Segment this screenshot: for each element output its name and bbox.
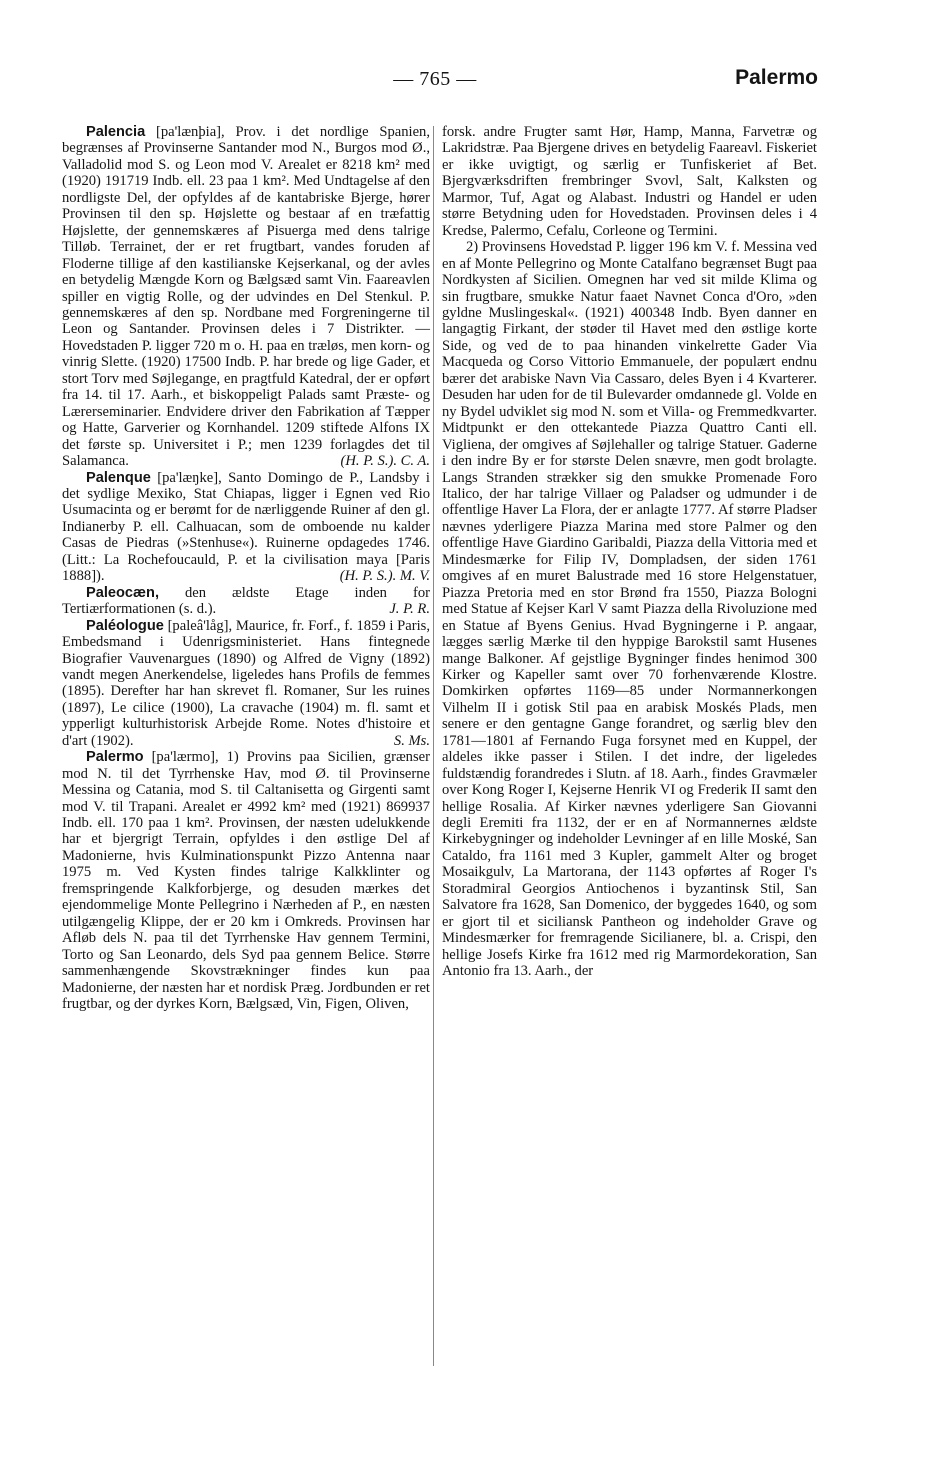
right-column <box>442 124 817 980</box>
entry-palermo <box>62 749 430 1012</box>
signature-palenque: (H. P. S.). M. V. <box>339 568 430 585</box>
entry-paleologue <box>62 618 430 750</box>
entry-paleocaen <box>62 585 430 618</box>
running-head: Palermo <box>735 66 818 89</box>
headword-palenque: Palenque <box>86 469 151 486</box>
entry-text-paleocaen: den ældste Etage inden for Tertiærformationen (s. d.). <box>62 584 430 618</box>
entry-text-palenque: [pa'læŋke], Santo Domingo de P., Landsby i det sydlige Mexiko, Stat Chiapas, ligger i Egnen ved Rio Usumacinta og er berømt for de nærliggende Ruiner af den gl. Indianerby P. ell. Calhuacan, som de omboende nu kalder Casas de Piedras (»Stenhuse«). Ruinerne opdagedes 1746. (Litt.: La Rochefoucauld, P. et la civilisation maya [Paris 1888]). <box>62 469 430 585</box>
page-number: — 765 — <box>393 68 477 90</box>
entry-text-paleologue: [paleâ'låg], Maurice, fr. Forf., f. 1859 i Paris, Embedsmand i Udenrigsministeriet. Hans fintegnede Biografier Vauvenargues (1890) og Alfred de Vigny (1892) vandt megen Anerkendelse, ligeledes hans Profils de femmes (1895). Derefter har han skrevet fl. Romaner, Sur les ruines (1897), Le cilice (1900), La cravache (1904) m. fl. samt et ypperligt kulturhistorisk Arbejde Rome. Notes d'histoire et d'art (1902). <box>62 617 430 749</box>
entry-text-palermo-part1: [pa'lærmo], 1) Provins paa Sicilien, grænser mod N. til det Tyrrhenske Hav, mod Ø. til Provinserne Messina og Catania, mod S. til Caltanisetta og Girgenti samt mod V. til Trapani. Arealet er 4992 km² med (1921) 869937 Indb. ell. 170 paa 1 km². Provinsen, der næsten udelukkende har et bjergrigt Terrain, opfyldes i den østlige Del af Madonierne, hvis Kulminationspunkt Pizzo Antenna naar 1975 m. Ved Kysten findes talrige Kalkklinter og fremspringende Kalkforbjerge, og desuden mærkes det ejendommelige Monte Pellegrino i Nærheden af P., en næsten utilgængelig Klippe, der er 20 km i Omkreds. Provinsen har Afløb dels N. paa til det Tyrrhenske Hav gennem Termini, Torto og San Leonardo, dels Syd paa gennem Belice. Større sammenhængende Skovstrækninger findes kun paa Madonierne, der næsten har et nordisk Præg. Jordbunden er ret frugtbar, og der dyrkes Korn, Bælgsæd, Vin, Figen, Oliven, <box>62 749 430 1013</box>
signature-paleologue: S. Ms. <box>393 732 430 749</box>
signature-palencia: (H. P. S.). C. A. <box>340 453 430 470</box>
entry-palermo-continued: forsk. andre Frugter samt Hør, Hamp, Manna, Farvetræ og Lakridstræ. Paa Bjergene drives en betydelig Faareavl. Fiskeriet er ikke uvigtigt, og særlig er Tunfiskeriet af Bet. Bjergværksdriften frembringer Svovl, Salt, Kalksten og Marmor, Tuf, Agat og Alabast. Industri og Handel er uden større Betydning uden for Hovedstaden. Provinsen deles i 4 Kredse, Palermo, Cefalu, Corleone og Termini. <box>442 124 817 239</box>
entry-palermo-part2: 2) Provinsens Hovedstad P. ligger 196 km V. f. Messina ved en af Monte Pellegrino og Monte Catalfano begrænset Bugt paa Nordkysten af Sicilien. Omegnen har ved sit milde Klima og sin frugtbare, smukke Natur faaet Navnet Conca d'Oro, »den gyldne Muslingeskal«. (1921) 400348 Indb. Byen danner en langagtig Firkant, der støder til Havet med den østlige korte Side, og ved de to paa hinanden vinkelrette Gader Via Macqueda og Corso Vittorio Emmanuele, der populært endnu bærer det arabiske Navn Via Cassaro, deles Byen i 4 Kvarterer. Desuden har uden for de til Bulevarder omdannede gl. Volde en ny Bydel udviklet sig mod N. som et Villa- og Fremmedkvarter. Midtpunkt er den ottekantede Piazza Quattro Canti ell. Vigliena, der omgives af Søjlehaller og talrige Statuer. Gaderne i den indre By er for største Delen snævre, men godt brolagte. Langs Stranden strækker sig den smukke Promenade Foro Italico, der har talrige Villaer og Paladser og udmunder i de offentlige Haver La Flora, der er anlagte 1777. Af større Pladser nævnes yderligere Piazza Marina med store Palmer og den offentlige Have Giardino Garibaldi, Piazza della Vittoria med et Mindesmærke for Filip IV, Dompladsen, der siden 1761 omgives af en muret Balustrade med 16 store Helgenstatuer, Piazza Pretoria med en stor Brønd fra 1550, Piazza Bologni med Statue af Kejser Karl V samt Piazza della Rivoluzione med en Statue af Byens Genius. Hvad Bygningerne i P. angaar, lægges særlig Mærke til den hyppige Barokstil samt Husenes mange Balkoner. Af gejstlige Bygninger findes henimod 300 Kirker og Kapeller samt over 70 forhenværende Klostre. Domkirken opførtes 1169—85 under Normannerkongen Vilhelm II i gotisk Stil paa en arabisk Moskés Plads, men senere er den gentagne Gange forandret, og særlig blev den 1781—1801 af Fernando Fuga forsynet med en Kuppel, der aldeles ikke passer i Stilen. I det indre, der ligeledes fuldstændig forandredes i Slutn. af 18. Aarh., findes Gravmæler over Kong Roger I, Kejserne Henrik VI og Frederik II samt den hellige Rosalia. Af Kirker nævnes yderligere San Giovanni degli Eremiti fra 1132, der er en af Normannernes ældste Kirkebygninger og indeholder Levninger af en lille Moské, San Cataldo, fra 1161 med 3 Kupler, gammelt Alter og broget Mosaikgulv, La Martorana, der 1143 opførtes af Roger I's Storadmiral Georgios Antiochenos i byzantinsk Stil, San Salvatore fra 1628, San Domenico, der byggedes 1640, og som er gjort til et siciliansk Pantheon og indeholder Grave og Mindesmærker for fremragende Sicilianere, bl. a. Crispi, den hellige Josefs Kirke fra 1612 med rig Marmordekoration, San Antonio fra 13. Aarh., der <box>442 239 817 980</box>
headword-paleocaen: Paleocæn, <box>86 584 159 601</box>
entry-text-palencia: [pa'lænþia], Prov. i det nordlige Spanien, begrænses af Provinserne Santander mod N., Burgos mod Ø., Valladolid mod S. og Leon mod V. Arealet er 8218 km² med (1920) 191719 Indb. ell. 23 paa 1 km². Med Undtagelse af den nordligste Del, der opfyldes af de kantabriske Bjerge, hører Provinsen til den sp. Højslette og bestaar af en træfattig Højslette, der gennemskæres af Pisuerga med dens talrige Tilløb. Terrainet, der er ret frugtbart, vandes foruden af Floderne tillige af den kastilianske Kejserkanal, og der avles en betydelig Mængde Korn og Bælgsæd samt Vin. Faareavlen spiller en vigtig Rolle, og der udvindes en Del Stenkul. P. gennemskæres af den sp. Nordbane med Forgreningerne til Leon og Santander. Provinsen deles i 7 Distrikter. — Hovedstaden P. ligger 720 m o. H. paa en træløs, men korn- og vinrig Slette. (1920) 17500 Indb. P. har brede og lige Gader, et stort Torv med Søjlegange, en pragtfuld Katedral, der er opført fra 14. til 17. Aarh., et biskoppeligt Palads samt Præste- og Lærerseminarier. Endvidere driver den Fabrikation af Tæpper og Hatte, Garverier og Kornhandel. 1209 stiftede Alfons IX det første sp. Universitet i P.; men 1239 forlagdes det til Salamanca. <box>62 124 430 470</box>
page-header <box>0 64 928 98</box>
entry-palencia <box>62 124 430 470</box>
signature-paleocaen: J. P. R. <box>389 601 430 618</box>
entry-palenque <box>62 470 430 585</box>
left-column <box>62 124 430 1012</box>
headword-palermo: Palermo <box>86 749 144 766</box>
column-divider <box>433 126 434 1366</box>
headword-paleologue: Paléologue <box>86 617 164 634</box>
headword-palencia: Palencia <box>86 124 146 140</box>
